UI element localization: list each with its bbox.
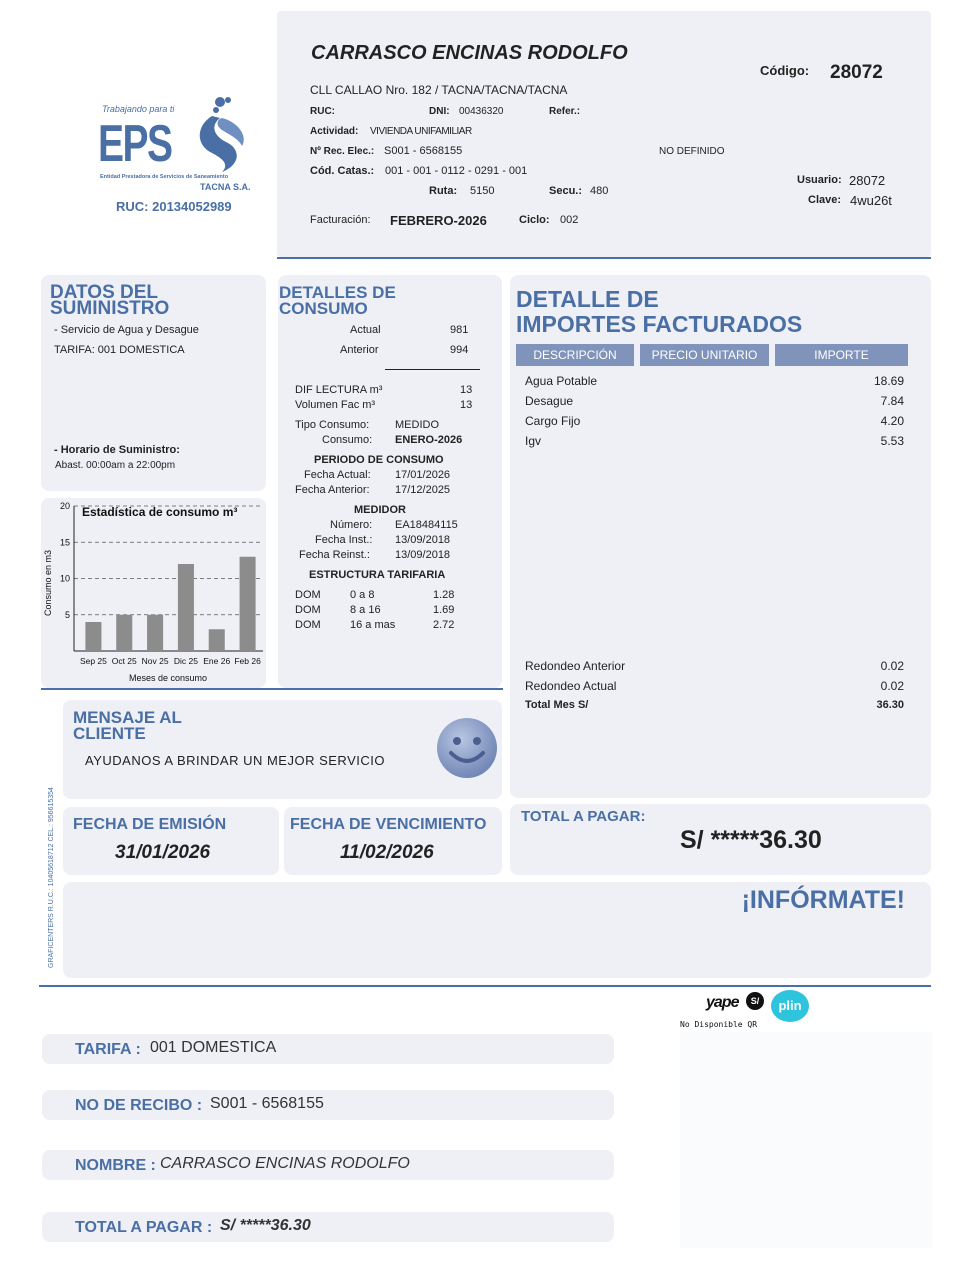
rec-value: S001 - 6568155 — [384, 145, 463, 157]
tarifa-row-3-rango: 16 a mas — [350, 619, 396, 631]
redondeo-anterior-label: Redondeo Anterior — [525, 659, 626, 673]
fecha-actual-label: Fecha Actual: — [304, 469, 371, 481]
ciclo-value: 002 — [560, 214, 579, 226]
vencimiento-label: FECHA DE VENCIMIENTO — [290, 816, 487, 833]
logo-text: EPS — [98, 115, 172, 173]
yape-text: yape — [706, 994, 739, 1011]
chart-bar — [240, 557, 256, 651]
stub-tarifa — [42, 1034, 614, 1064]
anterior-label: Anterior — [340, 344, 379, 356]
inst-label: Fecha Inst.: — [315, 534, 373, 546]
suministro-servicio: - Servicio de Agua y Desague — [54, 324, 199, 336]
bottom-divider — [39, 985, 931, 987]
cons-label: Consumo: — [322, 434, 373, 446]
importe-row-4-value: 5.53 — [880, 434, 904, 448]
logo-fullname: Entidad Prestadora de Servicios de Saneamiento — [100, 174, 229, 180]
water-drop-icon — [192, 96, 254, 174]
vol-label: Volumen Fac m³ — [295, 399, 376, 411]
chart-bar — [178, 564, 194, 651]
ruc-label: RUC: — [310, 106, 335, 117]
chart-x-tick-label: Nov 25 — [141, 656, 169, 666]
tarifa-row-1-rango: 0 a 8 — [350, 589, 375, 601]
stub-recibo-label: NO DE RECIBO : — [75, 1097, 203, 1114]
qr-text: No Disponible QR — [680, 1020, 758, 1029]
usuario-label: Usuario: — [797, 174, 842, 186]
logo-tagline: Trabajando para ti — [102, 104, 175, 114]
total-mes-label: Total Mes S/ — [525, 699, 589, 711]
fecha-actual-value: 17/01/2026 — [395, 469, 451, 481]
rec-label: Nº Rec. Elec.: — [310, 146, 375, 157]
actividad-label: Actividad: — [310, 126, 359, 137]
catas-label: Cód. Catas.: — [310, 165, 375, 177]
company-logo — [96, 96, 256, 220]
importe-row-2-desc: Desague — [525, 394, 574, 408]
qr-placeholder — [680, 1032, 932, 1248]
stub-nombre — [42, 1150, 614, 1180]
chart-x-tick-label: Sep 25 — [79, 656, 107, 666]
facturacion-label: Facturación: — [310, 214, 371, 226]
numero-value: EA18484115 — [395, 519, 458, 531]
ruta-value: 5150 — [470, 185, 495, 197]
reinst-label: Fecha Reinst.: — [299, 549, 370, 561]
consumo-title-1: DETALLES DE — [279, 283, 396, 302]
secu-value: 480 — [590, 185, 609, 197]
tarifa-row-2-rango: 8 a 16 — [350, 604, 381, 616]
horario-label: - Horario de Suministro: — [54, 444, 180, 456]
importe-row-3-value: 4.20 — [880, 414, 904, 428]
reinst-value: 13/09/2018 — [395, 549, 451, 561]
client-name: CARRASCO ENCINAS RODOLFO — [311, 42, 628, 64]
plin-logo — [771, 990, 809, 1022]
importe-row-4-desc: Igv — [525, 434, 542, 448]
clave-label: Clave: — [808, 194, 842, 206]
consumo-title-2: CONSUMO — [279, 299, 368, 318]
tarifa-row-3-precio: 2.72 — [433, 619, 455, 631]
chart-x-tick-label: Ene 26 — [203, 656, 231, 666]
smiley-icon — [436, 717, 498, 779]
col-importe: IMPORTE — [775, 344, 908, 366]
stub-total-label: TOTAL A PAGAR : — [75, 1219, 213, 1236]
chart-title: Estadística de consumo m³ — [82, 505, 238, 519]
stub-tarifa-value: 001 DOMESTICA — [150, 1039, 277, 1056]
stub-recibo — [42, 1090, 614, 1120]
fecha-anterior-value: 17/12/2025 — [395, 484, 451, 496]
importes-title-2: IMPORTES FACTURADOS — [516, 311, 803, 337]
total-label: TOTAL A PAGAR: — [521, 808, 646, 825]
dni-label: DNI: — [429, 106, 450, 117]
no-definido: NO DEFINIDO — [659, 146, 725, 157]
codigo-value: 28072 — [830, 62, 883, 83]
stub-recibo-value: S001 - 6568155 — [210, 1095, 324, 1112]
logo-city: TACNA S.A. — [200, 182, 251, 192]
importe-row-2-value: 7.84 — [880, 394, 904, 408]
total-value: S/ *****36.30 — [680, 826, 822, 854]
tarifa-row-2-precio: 1.69 — [433, 604, 455, 616]
importe-row-3-desc: Cargo Fijo — [525, 414, 581, 428]
redondeo-actual-value: 0.02 — [880, 679, 904, 693]
redondeo-actual-label: Redondeo Actual — [525, 679, 617, 693]
inst-value: 13/09/2018 — [395, 534, 451, 546]
consumo-divider — [385, 369, 480, 370]
actual-value: 981 — [450, 324, 469, 336]
consumo-chart — [41, 498, 266, 688]
periodo-title: PERIODO DE CONSUMO — [314, 454, 444, 466]
chart-x-tick-label: Feb 26 — [234, 656, 261, 666]
dni-value: 00436320 — [459, 106, 504, 117]
mensaje-text: AYUDANOS A BRINDAR UN MEJOR SERVICIO — [85, 753, 385, 768]
fecha-anterior-label: Fecha Anterior: — [295, 484, 370, 496]
ciclo-label: Ciclo: — [519, 214, 550, 226]
tarifa-row-3-cat: DOM — [295, 619, 321, 631]
clave-value: 4wu26t — [850, 193, 892, 208]
stub-tarifa-label: TARIFA : — [75, 1041, 141, 1058]
usuario-value: 28072 — [849, 173, 886, 188]
stub-nombre-label: NOMBRE : — [75, 1157, 156, 1174]
header-underline — [277, 257, 931, 259]
importes-title-1: DETALLE DE — [516, 286, 659, 312]
importe-row-1-value: 18.69 — [873, 374, 904, 388]
mensaje-title-1: MENSAJE AL — [73, 708, 182, 727]
stub-total-value: S/ *****36.30 — [220, 1217, 311, 1234]
vencimiento-value: 11/02/2026 — [340, 842, 434, 863]
chart-ylabel: Consumo en m3 — [43, 549, 53, 616]
catas-value: 001 - 001 - 0112 - 0291 - 001 — [385, 165, 528, 177]
chart-bar — [147, 615, 163, 651]
estructura-title: ESTRUCTURA TARIFARIA — [309, 569, 446, 581]
chart-y-tick-label: 20 — [59, 501, 70, 511]
numero-label: Número: — [330, 519, 373, 531]
emision-label: FECHA DE EMISIÓN — [73, 816, 227, 833]
company-ruc: RUC: 20134052989 — [116, 199, 232, 214]
chart-y-tick-label: 5 — [64, 609, 70, 620]
chart-y-tick-label: 15 — [59, 537, 70, 548]
printer-text: GRAFICENTERS R.U.C.: 10405618712 CEL.: 956615354 — [48, 787, 55, 968]
suministro-title-1: DATOS DEL — [50, 282, 159, 303]
refer-label: Refer.: — [549, 106, 581, 117]
chart-bar — [85, 622, 101, 651]
suministro-title-2: SUMINISTRO — [50, 298, 170, 319]
tarifa-row-2-cat: DOM — [295, 604, 321, 616]
chart-y-tick-label: 10 — [59, 573, 70, 584]
suministro-tarifa: TARIFA: 001 DOMESTICA — [54, 344, 185, 356]
chart-bar — [116, 615, 132, 651]
codigo-label: Código: — [760, 63, 810, 78]
mid-divider — [41, 688, 503, 690]
yape-badge-icon: S/ — [746, 992, 764, 1010]
stub-total — [42, 1212, 614, 1242]
stub-nombre-value: CARRASCO ENCINAS RODOLFO — [160, 1155, 410, 1172]
anterior-value: 994 — [450, 344, 469, 356]
tarifa-row-1-cat: DOM — [295, 589, 321, 601]
plin-text: plin — [778, 998, 802, 1013]
cons-value: ENERO-2026 — [395, 434, 463, 446]
col-descripcion: DESCRIPCIÓN — [516, 344, 634, 366]
tarifa-row-1-precio: 1.28 — [433, 589, 455, 601]
dif-label: DIF LECTURA m³ — [295, 384, 383, 396]
col-precio-unitario: PRECIO UNITARIO — [640, 344, 769, 366]
emision-value: 31/01/2026 — [115, 842, 211, 863]
medidor-title: MEDIDOR — [354, 504, 406, 516]
client-address: CLL CALLAO Nro. 182 / TACNA/TACNA/TACNA — [310, 83, 568, 97]
dif-value: 13 — [460, 384, 473, 396]
tipo-value: MEDIDO — [395, 419, 439, 431]
redondeo-anterior-value: 0.02 — [880, 659, 904, 673]
chart-x-tick-label: Oct 25 — [111, 656, 137, 666]
total-mes-value: 36.30 — [876, 699, 904, 711]
importe-row-1-desc: Agua Potable — [525, 374, 598, 388]
vol-value: 13 — [460, 399, 473, 411]
actividad-value: VIVIENDA UNIFAMILIAR — [370, 126, 472, 137]
ruta-label: Ruta: — [429, 185, 458, 197]
mensaje-title-2: CLIENTE — [73, 724, 146, 743]
secu-label: Secu.: — [549, 185, 583, 197]
informate-text: ¡INFÓRMATE! — [741, 886, 905, 914]
facturacion-value: FEBRERO-2026 — [390, 213, 487, 228]
chart-xlabel: Meses de consumo — [129, 673, 208, 683]
actual-label: Actual — [350, 324, 381, 336]
yape-logo — [704, 990, 766, 1020]
chart-bar — [209, 629, 225, 651]
tipo-label: Tipo Consumo: — [295, 419, 370, 431]
horario-value: Abast. 00:00am a 22:00pm — [55, 460, 176, 471]
chart-x-tick-label: Dic 25 — [173, 656, 198, 666]
